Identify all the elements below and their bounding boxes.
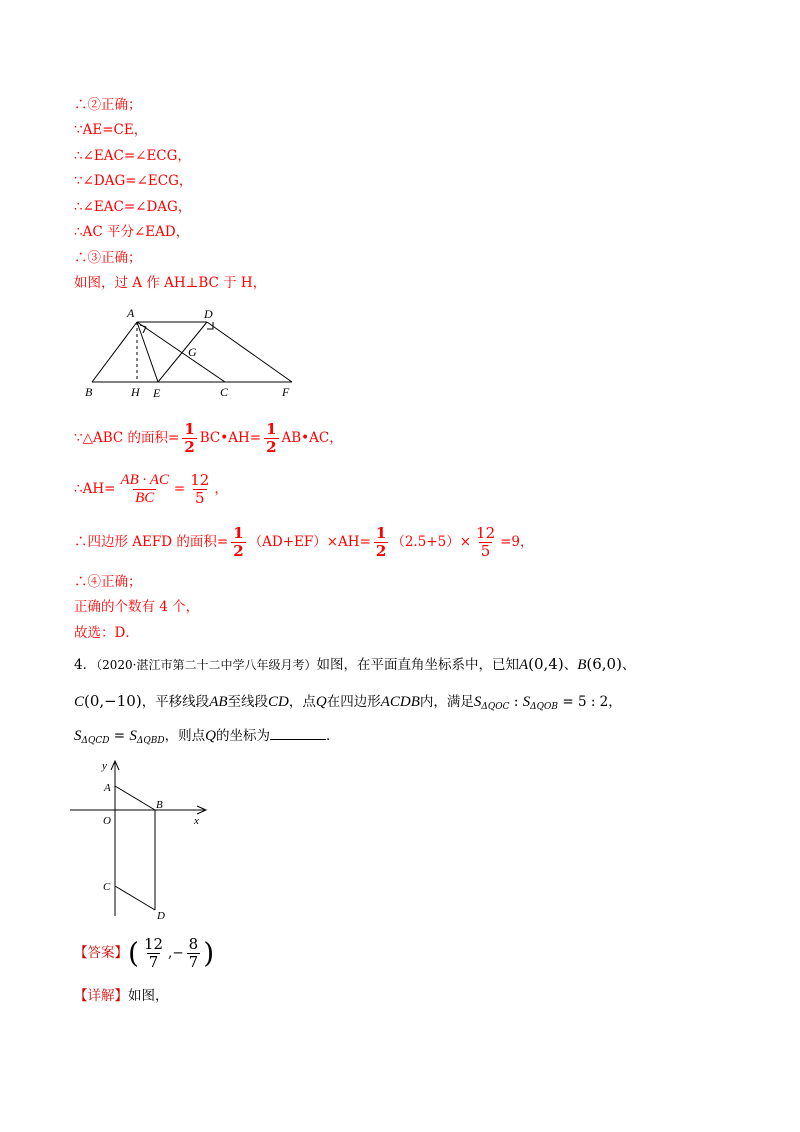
question-text: 如图，在平面直角坐标系中，已知 xyxy=(316,657,519,673)
conclusion-line: 正确的个数有 4 个， xyxy=(74,599,200,615)
question-source: （2020·湛江市第二十二中学八年级月考） xyxy=(96,658,317,672)
fraction-num: 1 xyxy=(233,524,244,542)
fraction-half xyxy=(264,421,278,456)
area-mid: BC•AH= xyxy=(199,430,262,446)
label-c: C xyxy=(220,385,229,399)
comma: ， xyxy=(608,694,622,710)
step-line: ∵∠DAG=∠ECG， xyxy=(74,173,193,189)
separator: 、 xyxy=(563,657,578,673)
minus-sign: − xyxy=(172,945,184,961)
area-suffix: AB•AC， xyxy=(281,430,343,446)
quad-mid: （AD+EF）×AH= xyxy=(248,534,371,550)
area-symbol: S xyxy=(129,728,137,744)
step-line: ∴②正确； xyxy=(74,97,142,113)
fraction-half xyxy=(374,525,388,560)
answer-tag: 【答案】 xyxy=(74,945,128,961)
geometry-figure-1 xyxy=(80,300,310,405)
ah-formula-line xyxy=(74,469,228,509)
label-h: H xyxy=(131,385,140,399)
question-text: ，则点 xyxy=(164,728,206,744)
question-text: 内，满足 xyxy=(419,694,474,710)
quad-suffix: =9， xyxy=(500,534,534,550)
step-line: ∵AE=CE， xyxy=(74,122,148,138)
subscript: ΔQBD xyxy=(136,736,165,746)
ratio-colon: : xyxy=(509,694,523,710)
fraction-num: 12 xyxy=(190,471,210,489)
area-prefix: ∵△ABC 的面积= xyxy=(74,430,180,446)
label-x: x xyxy=(194,815,199,827)
point-b: B xyxy=(577,657,587,673)
fraction-y xyxy=(187,936,201,971)
point-q: Q xyxy=(205,728,216,744)
step-line: ∴AC 平分∠EAD， xyxy=(74,224,190,240)
fraction-den: 5 xyxy=(195,489,205,507)
fraction-den: 2 xyxy=(375,542,387,560)
label-g: G xyxy=(188,345,197,359)
label-f: F xyxy=(282,385,290,399)
area-formula-line xyxy=(74,420,343,456)
coord-a: (0,4) xyxy=(528,655,564,673)
paren-right: ) xyxy=(203,936,215,970)
fraction-den: 2 xyxy=(184,438,195,456)
question-text: 在四边形 xyxy=(326,694,381,710)
conclusion-line: ∴④正确； xyxy=(74,574,142,590)
coordinate-figure xyxy=(70,758,215,920)
fraction-num: 1 xyxy=(266,420,277,438)
point-q: Q xyxy=(315,694,327,710)
answer-line xyxy=(74,933,214,974)
coord-c: (0,−10) xyxy=(84,692,142,710)
fraction-half xyxy=(182,421,196,456)
fraction-den: BC xyxy=(135,490,155,506)
label-y: y xyxy=(102,760,107,772)
subscript: ΔQOC xyxy=(481,702,510,712)
step-line: 如图，过 A 作 AH⊥BC 于 H， xyxy=(74,275,267,291)
label-b: B xyxy=(156,799,163,811)
conclusion-line: 故选：D． xyxy=(74,625,139,641)
answer-blank xyxy=(270,727,326,740)
segment-cd: CD xyxy=(268,694,289,710)
label-b: B xyxy=(85,385,93,399)
point-c: C xyxy=(74,694,85,710)
point-a: A xyxy=(518,657,529,673)
subscript: ΔQCD xyxy=(81,736,110,746)
question-line-2 xyxy=(74,689,622,719)
fraction-den: 7 xyxy=(148,953,159,971)
paren-left: ( xyxy=(128,936,139,970)
detail-tag: 【详解】 xyxy=(74,988,128,1004)
segment-ab: AB xyxy=(209,694,228,710)
step-line: ∴∠EAC=∠DAG， xyxy=(74,199,192,215)
area-symbol: S xyxy=(473,694,482,710)
coord-b: (6,0) xyxy=(586,655,622,673)
fraction-ab-ac-over-bc xyxy=(118,472,170,507)
question-text: ，平移线段 xyxy=(141,694,210,710)
fraction-den: 7 xyxy=(188,953,199,971)
label-a: A xyxy=(104,782,111,794)
ratio-value: = 5 : 2 xyxy=(558,694,609,710)
answer-comma: , xyxy=(168,945,173,961)
detail-text: 如图， xyxy=(128,988,169,1004)
fraction-num: 12 xyxy=(143,935,164,953)
fraction-num: 1 xyxy=(184,420,195,438)
area-symbol: S xyxy=(74,728,82,744)
period: ． xyxy=(325,728,340,744)
question-number: 4． xyxy=(74,657,97,673)
equals: = xyxy=(109,728,130,744)
label-d: D xyxy=(157,910,165,920)
fraction-den: 5 xyxy=(480,542,491,560)
ah-eq: = xyxy=(173,481,186,497)
subscript: ΔQOB xyxy=(530,702,559,712)
fraction-num: 12 xyxy=(476,524,496,542)
label-c: C xyxy=(103,881,111,893)
quad-acdb: ACDB xyxy=(380,694,420,710)
fraction-num: 1 xyxy=(375,524,387,542)
question-line-3 xyxy=(74,724,339,753)
step-line: ∴③正确； xyxy=(74,250,142,266)
quad-prefix: ∴四边形 AEFD 的面积= xyxy=(74,534,229,550)
label-e: E xyxy=(153,386,161,400)
fraction-half xyxy=(231,525,245,560)
fraction-x xyxy=(142,936,165,971)
fraction-12-5 xyxy=(188,472,211,507)
question-text: 的坐标为 xyxy=(215,728,270,744)
quad-area-line xyxy=(74,522,534,562)
step-line: ∴∠EAC=∠ECG， xyxy=(74,148,191,164)
question-text: ，点 xyxy=(288,694,316,710)
detail-line xyxy=(74,987,169,1005)
separator: 、 xyxy=(621,657,636,673)
ah-prefix: ∴AH= xyxy=(74,481,116,497)
fraction-num: 8 xyxy=(188,935,199,953)
fraction-num: AB · AC xyxy=(120,472,169,488)
label-o: O xyxy=(103,815,111,827)
area-symbol: S xyxy=(522,694,531,710)
fraction-12-5 xyxy=(474,525,497,560)
label-a: A xyxy=(127,306,135,320)
quad-mid2: （2.5+5）× xyxy=(391,534,472,550)
question-text: 至线段 xyxy=(227,694,269,710)
ah-suffix: ， xyxy=(214,481,228,497)
label-d: D xyxy=(204,307,213,321)
fraction-den: 2 xyxy=(266,438,277,456)
fraction-den: 2 xyxy=(233,542,244,560)
question-line-1 xyxy=(74,652,635,677)
